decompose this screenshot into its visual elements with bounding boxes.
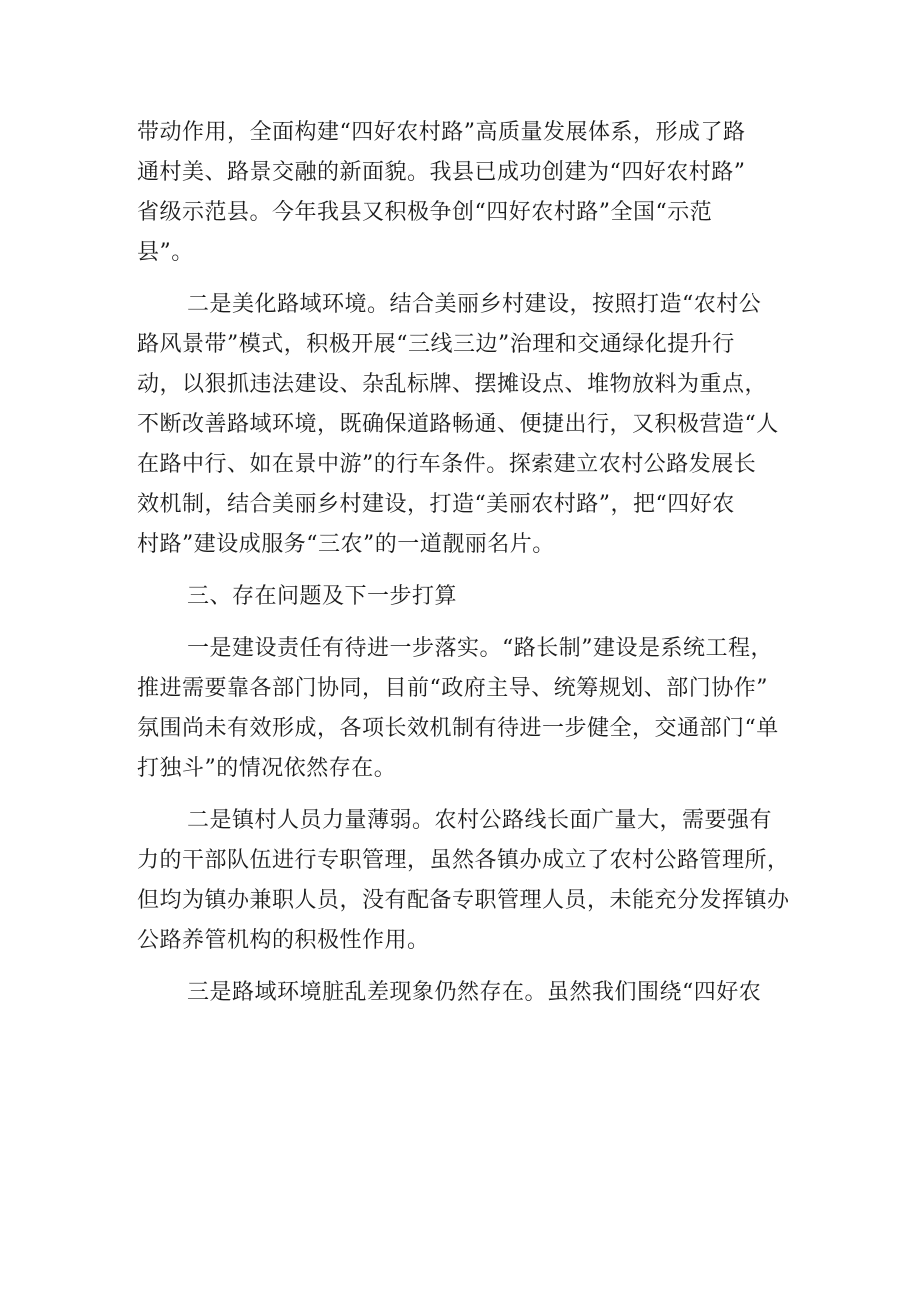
text-line: 通村美、路景交融的新面貌。我县已成功创建为“四好农村路”	[137, 160, 746, 185]
paragraph-responsibility	[137, 629, 789, 789]
text-line: 在路中行、如在景中游”的行车条件。探索建立农村公路发展长	[137, 452, 757, 477]
text-line: 但均为镇办兼职人员，没有配备专职管理人员，未能充分发挥镇办	[137, 888, 790, 913]
heading-line: 三、存在问题及下一步打算	[187, 584, 458, 609]
text-line: 公路养管机构的积极性作用。	[137, 928, 430, 953]
section-heading	[137, 577, 789, 617]
text-line: 打独斗”的情况依然存在。	[137, 756, 397, 781]
text-line: 村路”建设成服务“三农”的一道靓丽名片。	[137, 532, 555, 557]
text-line: 三是路域环境脏乱差现象仍然存在。虽然我们围绕“四好农	[187, 980, 762, 1005]
text-line: 不断改善路域环境，既确保道路畅通、便捷出行，又积极营造“人	[137, 412, 779, 437]
text-line: 效机制，结合美丽乡村建设，打造“美丽农村路”，把“四好农	[137, 492, 735, 517]
text-line: 力的干部队伍进行专职管理，虽然各镇办成立了农村公路管理所，	[137, 848, 790, 873]
paragraph-road-environment	[137, 285, 789, 565]
text-line: 二是美化路域环境。结合美丽乡村建设，按照打造“农村公	[187, 292, 762, 317]
paragraph-environment-issues	[137, 973, 789, 1013]
text-line: 推进需要靠各部门协同，目前“政府主导、统筹规划、部门协作”	[137, 676, 768, 701]
text-line: 带动作用，全面构建“四好农村路”高质量发展体系，形成了路	[137, 120, 746, 145]
text-line: 一是建设责任有待进一步落实。“路长制”建设是系统工程，	[187, 636, 773, 661]
paragraph-staffing	[137, 801, 789, 961]
text-line: 动，以狠抓违法建设、杂乱标牌、摆摊设点、堆物放料为重点，	[137, 372, 768, 397]
paragraph-continuation	[137, 113, 789, 273]
text-line: 路风景带”模式，积极开展“三线三边”治理和交通绿化提升行	[137, 332, 735, 357]
text-line: 二是镇村人员力量薄弱。农村公路线长面广量大，需要强有	[187, 808, 773, 833]
text-line: 氛围尚未有效形成，各项长效机制有待进一步健全，交通部门“单	[137, 716, 779, 741]
text-line: 省级示范县。今年我县又积极争创“四好农村路”全国“示范	[137, 200, 713, 225]
document-body	[137, 113, 789, 1013]
text-line: 县”。	[137, 240, 194, 265]
